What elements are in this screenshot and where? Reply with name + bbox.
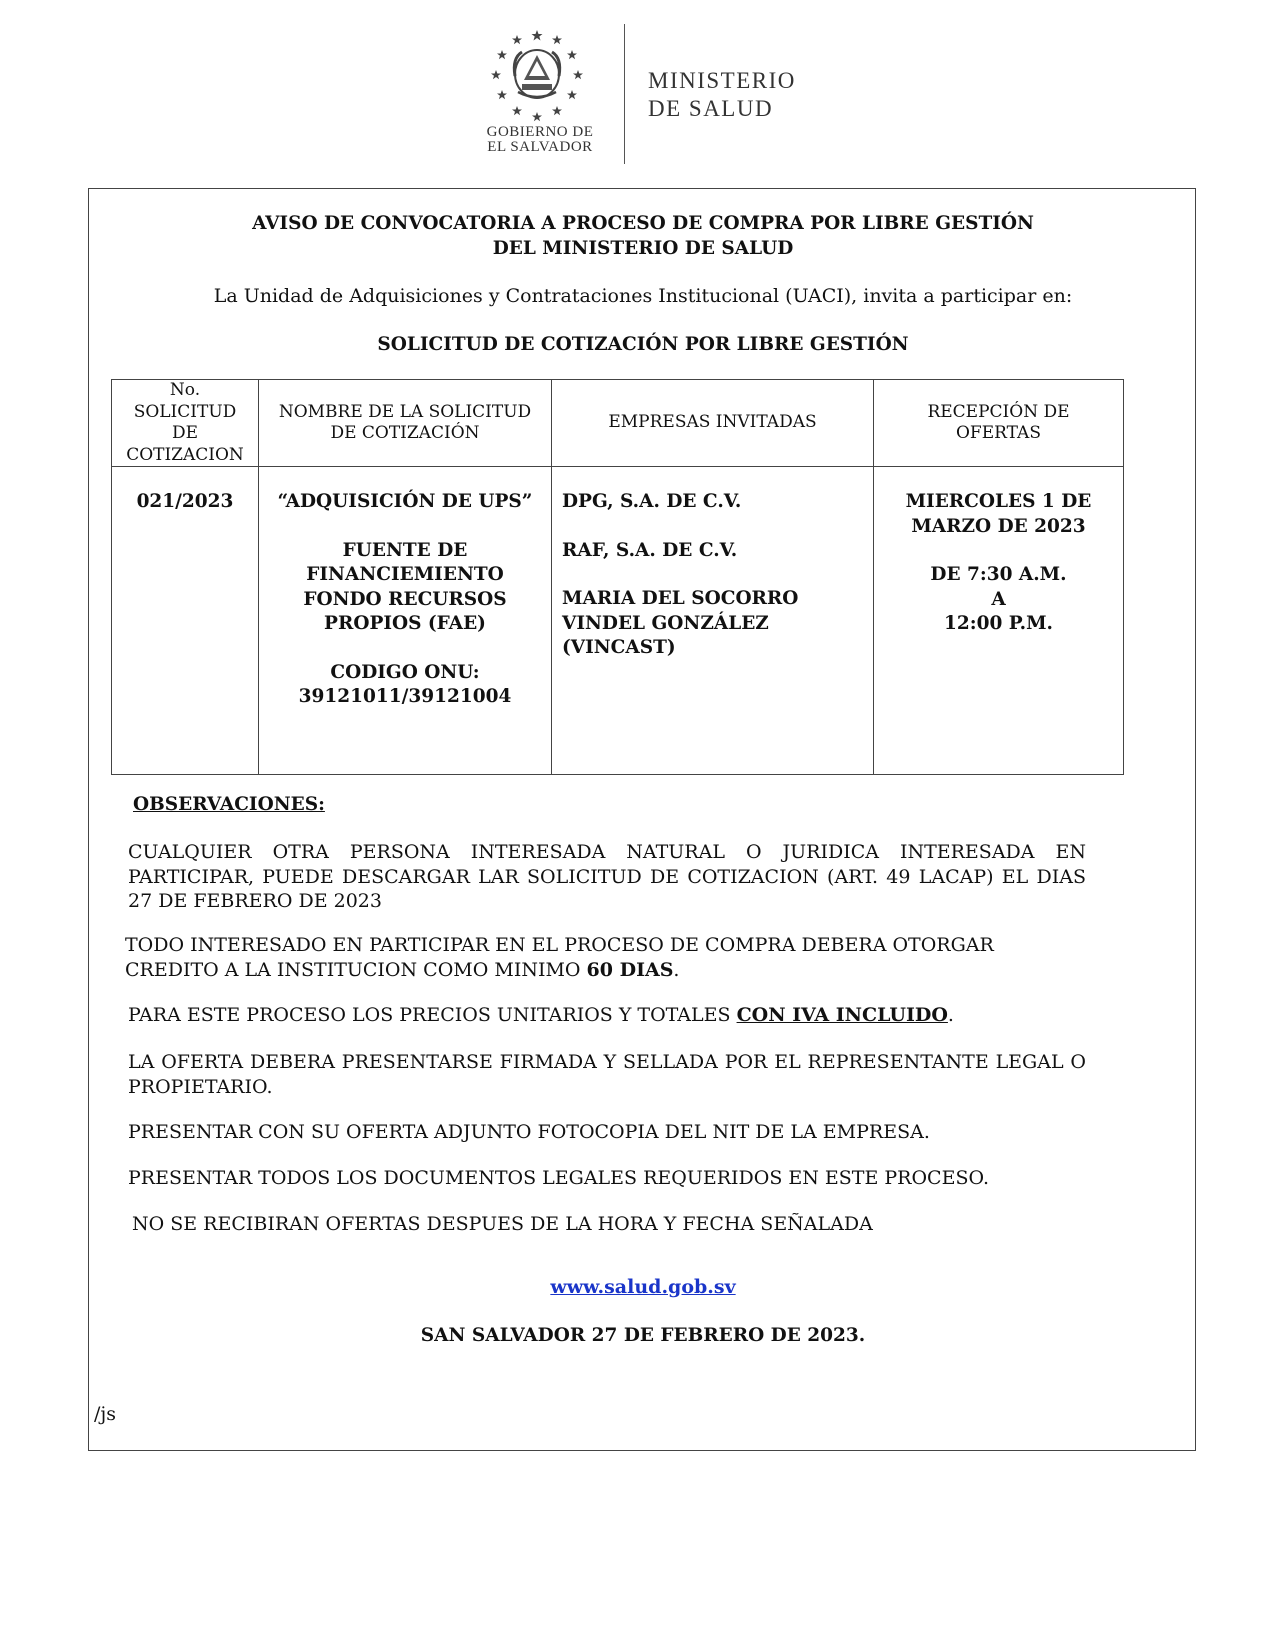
reception-time-line1: DE 7:30 A.M.: [930, 564, 1067, 585]
funding-line2: FINANCIEMIENTO: [306, 564, 504, 585]
invitation-text: La Unidad de Adquisiciones y Contrataciones Institucional (UACI), invita a participar en:: [213, 285, 1073, 307]
company-3-line1: MARIA DEL SOCORRO: [562, 588, 799, 609]
observation-3-text: PARA ESTE PROCESO LOS PRECIOS UNITARIOS Y TOTALES: [128, 1004, 737, 1026]
notice-title-line2: DEL MINISTERIO DE SALUD: [492, 238, 794, 259]
reception-time-line3: 12:00 P.M.: [944, 613, 1053, 634]
observation-2-line2-text: CREDITO A LA INSTITUCION COMO MINIMO: [125, 958, 587, 981]
header-request-name: [259, 380, 552, 467]
notice-title-line1: AVISO DE CONVOCATORIA A PROCESO DE COMPRA POR LIBRE GESTIÓN: [252, 213, 1034, 234]
company-2: RAF, S.A. DE C.V.: [562, 539, 738, 561]
author-initials: /js: [94, 1403, 117, 1425]
ministry-name: [648, 67, 796, 123]
observation-3-period: .: [947, 1004, 954, 1026]
notice-subtitle: SOLICITUD DE COTIZACIÓN POR LIBRE GESTIÓN: [377, 334, 909, 355]
table-header-row: [112, 380, 1124, 467]
header-offer-reception-line2: OFERTAS: [956, 423, 1041, 443]
request-number: 021/2023: [136, 491, 234, 512]
funding-line4: PROPIOS (FAE): [324, 613, 486, 634]
request-name-cell: [259, 467, 552, 775]
header-request-number-line2: SOLICITUD: [133, 401, 237, 422]
header-request-name-line2: DE COTIZACIÓN: [330, 423, 480, 443]
funding-line3: FONDO RECURSOS: [303, 588, 507, 610]
observation-6: PRESENTAR TODOS LOS DOCUMENTOS LEGALES REQUERIDOS EN ESTE PROCESO.: [128, 1167, 989, 1189]
header-request-name-line1: NOMBRE DE LA SOLICITUD: [278, 401, 532, 422]
offer-reception-cell: [874, 467, 1124, 775]
reception-date-line1: MIERCOLES 1 DE: [905, 491, 1092, 512]
observation-5: PRESENTAR CON SU OFERTA ADJUNTO FOTOCOPIA DEL NIT DE LA EMPRESA.: [128, 1121, 930, 1143]
request-name: “ADQUISICIÓN DE UPS”: [277, 491, 533, 512]
un-code-label: CODIGO ONU:: [330, 661, 480, 683]
header-request-number-line1: No.: [169, 380, 201, 400]
observation-7: NO SE RECIBIRAN OFERTAS DESPUES DE LA HORA Y FECHA SEÑALADA: [132, 1213, 873, 1235]
quotation-table: [111, 379, 1124, 775]
website: [89, 1275, 1197, 1299]
header-request-number-line4: COTIZACION: [126, 444, 244, 465]
government-name-line1: GOBIERNO DE: [486, 124, 594, 140]
government-name-line2: EL SALVADOR: [487, 139, 593, 155]
header-offer-reception-line1: RECEPCIÓN DE: [927, 401, 1070, 422]
letterhead: [0, 0, 1275, 175]
website-link[interactable]: www.salud.gob.sv: [550, 1276, 736, 1298]
observation-2-line1: TODO INTERESADO EN PARTICIPAR EN EL PROCESO DE COMPRA DEBERA OTORGAR: [125, 934, 994, 956]
request-number-cell: [112, 467, 259, 775]
observation-2-line2: [125, 958, 1125, 983]
vat-included: CON IVA INCLUIDO: [736, 1004, 948, 1026]
header-offer-reception: [874, 380, 1124, 467]
reception-date-line2: MARZO DE 2023: [911, 515, 1086, 537]
header-invited-companies: EMPRESAS INVITADAS: [552, 380, 874, 467]
table-row: [112, 467, 1124, 775]
header-request-number-line3: DE: [171, 423, 199, 443]
header-request-number: [112, 380, 259, 467]
government-name: [470, 125, 610, 155]
ministry-name-line1: MINISTERIO: [648, 68, 796, 93]
observation-2: [125, 933, 1125, 982]
header-divider: [624, 24, 625, 164]
credit-days: 60 DIAS: [586, 958, 674, 981]
company-3-line3: (VINCAST): [562, 637, 676, 658]
observation-2-period: .: [673, 958, 680, 981]
observations-label: OBSERVACIONES:: [133, 794, 325, 815]
observation-1: CUALQUIER OTRA PERSONA INTERESADA NATURAL O JURIDICA INTERESADA EN PARTICIPAR, PUEDE DESCARGAR LAR SOLICITUD DE COTIZACION (ART. 49 LACAP) EL DIAS 27 DE FEBRERO DE 2023: [128, 841, 1086, 912]
closing-place-date: SAN SALVADOR 27 DE FEBRERO DE 2023.: [420, 1325, 866, 1346]
company-1: DPG, S.A. DE C.V.: [562, 491, 742, 512]
company-3-line2: VINDEL GONZÁLEZ: [562, 612, 769, 634]
un-code-value: 39121011/39121004: [298, 686, 512, 707]
reception-time-line2: A: [991, 588, 1006, 610]
invited-companies-cell: [552, 467, 874, 775]
coat-of-arms-seal-icon: [482, 28, 592, 128]
observation-3: [128, 1003, 1128, 1028]
observation-4: LA OFERTA DEBERA PRESENTARSE FIRMADA Y SELLADA POR EL REPRESENTANTE LEGAL O PROPIETARIO.: [128, 1051, 1086, 1098]
notice-frame: [88, 188, 1196, 1451]
ministry-name-line2: DE SALUD: [648, 96, 774, 121]
funding-line1: FUENTE DE: [342, 539, 468, 561]
notice-title: [89, 211, 1197, 261]
